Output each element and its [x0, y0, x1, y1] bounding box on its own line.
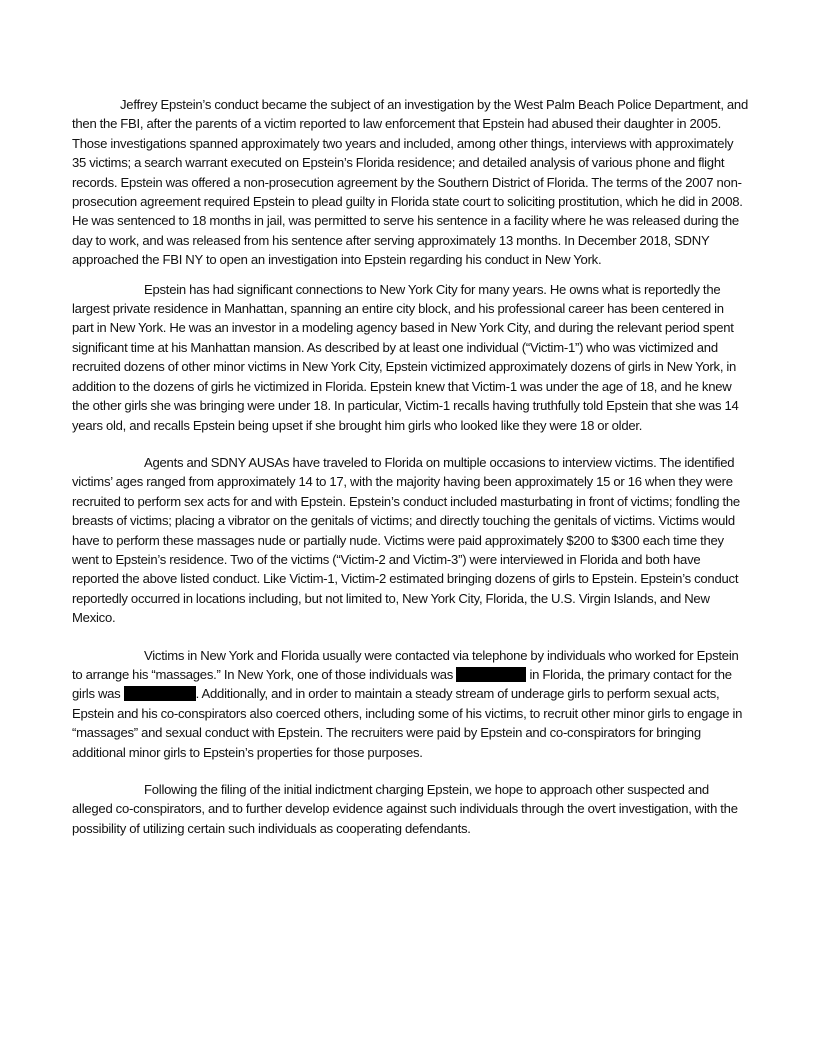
paragraph-spacer [72, 762, 748, 780]
paragraph-investigation-history: Jeffrey Epstein’s conduct became the subject of an investigation by the West Palm Beach Police Department, and then the FBI, after the parents of a victim reported to law enforcement that Epstein had abused their daughter in 2005. Those investigations spanned approximately two years and included, among other things, interviews with approximately 35 victims; a search warrant executed on Epstein’s Florida residence; and detailed analysis of various phone and flight records. Epstein was offered a non-prosecution agreement by the Southern District of Florida. The terms of the 2007 non-prosecution agreement required Epstein to plead guilty in Florida state court to soliciting prostitution, which he did in 2008. He was sentenced to 18 months in jail, was permitted to serve his sentence in a facility where he was released during the day to work, and was released from his sentence after serving approximately 13 months. In December 2018, SDNY approached the FBI NY to open an investigation into Epstein regarding his conduct in New York. [72, 97, 748, 268]
paragraph-next-steps: Following the filing of the initial indictment charging Epstein, we hope to approach other suspected and alleged co-conspirators, and to further develop evidence against such individuals through the overt investigation, with the possibility of utilizing certain such individuals as cooperating defendants. [72, 782, 738, 836]
paragraph-spacer [72, 270, 748, 280]
paragraph-recruitment [72, 646, 748, 762]
document-page [72, 95, 748, 838]
paragraph-new-york-connections: Epstein has had significant connections to New York City for many years. He owns what is reportedly the largest private residence in Manhattan, spanning an entire city block, and his professional career has been centered in part in New York. He was an investor in a modeling agency based in New York City, and during the relevant period spent significant time at his Manhattan mansion. As described by at least one individual (“Victim-1”) who was victimized and recruited dozens of other minor victims in New York City, Epstein victimized approximately dozens of girls in New York, in addition to the dozens of girls he victimized in Florida. Epstein knew that Victim-1 was under the age of 18, and he knew the other girls she was bringing were under 18. In particular, Victim-1 recalls having truthfully told Epstein that she was 14 years old, and recalls Epstein being upset if she brought him girls who looked like they were 18 or older. [72, 281, 739, 433]
recruitment-text-part-2: in Florida, the primary contact for the girls was [72, 666, 732, 702]
recruitment-text-part-3: . Additionally, and in order to maintain a steady stream of underage girls to perform sexual acts, Epstein and his co-conspirators also coerced others, including some of his victims, to recruit other minor girls to engage in “massages” and sexual conduct with Epstein. The recruiters were paid by Epstein and co-conspirators for bringing additional minor girls to Epstein’s properties for those purposes. [72, 686, 743, 760]
redaction-box-new-york-individual [456, 667, 526, 682]
redaction-box-florida-contact [124, 686, 196, 701]
paragraph-spacer [72, 435, 748, 453]
paragraph-florida-interviews: Agents and SDNY AUSAs have traveled to Florida on multiple occasions to interview victims. The identified victims’ ages ranged from approximately 14 to 17, with the majority having been approximately 15 or 16 when they were recruited to perform sex acts for and with Epstein. Epstein’s conduct included masturbating in front of victims; fondling the breasts of victims; placing a vibrator on the genitals of victims; and directly touching the genitals of victims. Victims would have to perform these massages nude or partially nude. Victims were paid approximately $200 to $300 each time they went to Epstein’s residence. Two of the victims (“Victim-2 and Victim-3”) were interviewed in Florida and both have reported the above listed conduct. Like Victim-1, Victim-2 estimated bringing dozens of girls to Epstein. Epstein’s conduct reportedly occurred in locations including, but not limited to, New York City, Florida, the U.S. Virgin Islands, and New Mexico. [72, 454, 740, 626]
paragraph-spacer [72, 628, 748, 646]
recruitment-text-part-1: Victims in New York and Florida usually were contacted via telephone by individuals who worked for Epstein to arrange his “massages.” In New York, one of those individuals was [72, 647, 739, 682]
